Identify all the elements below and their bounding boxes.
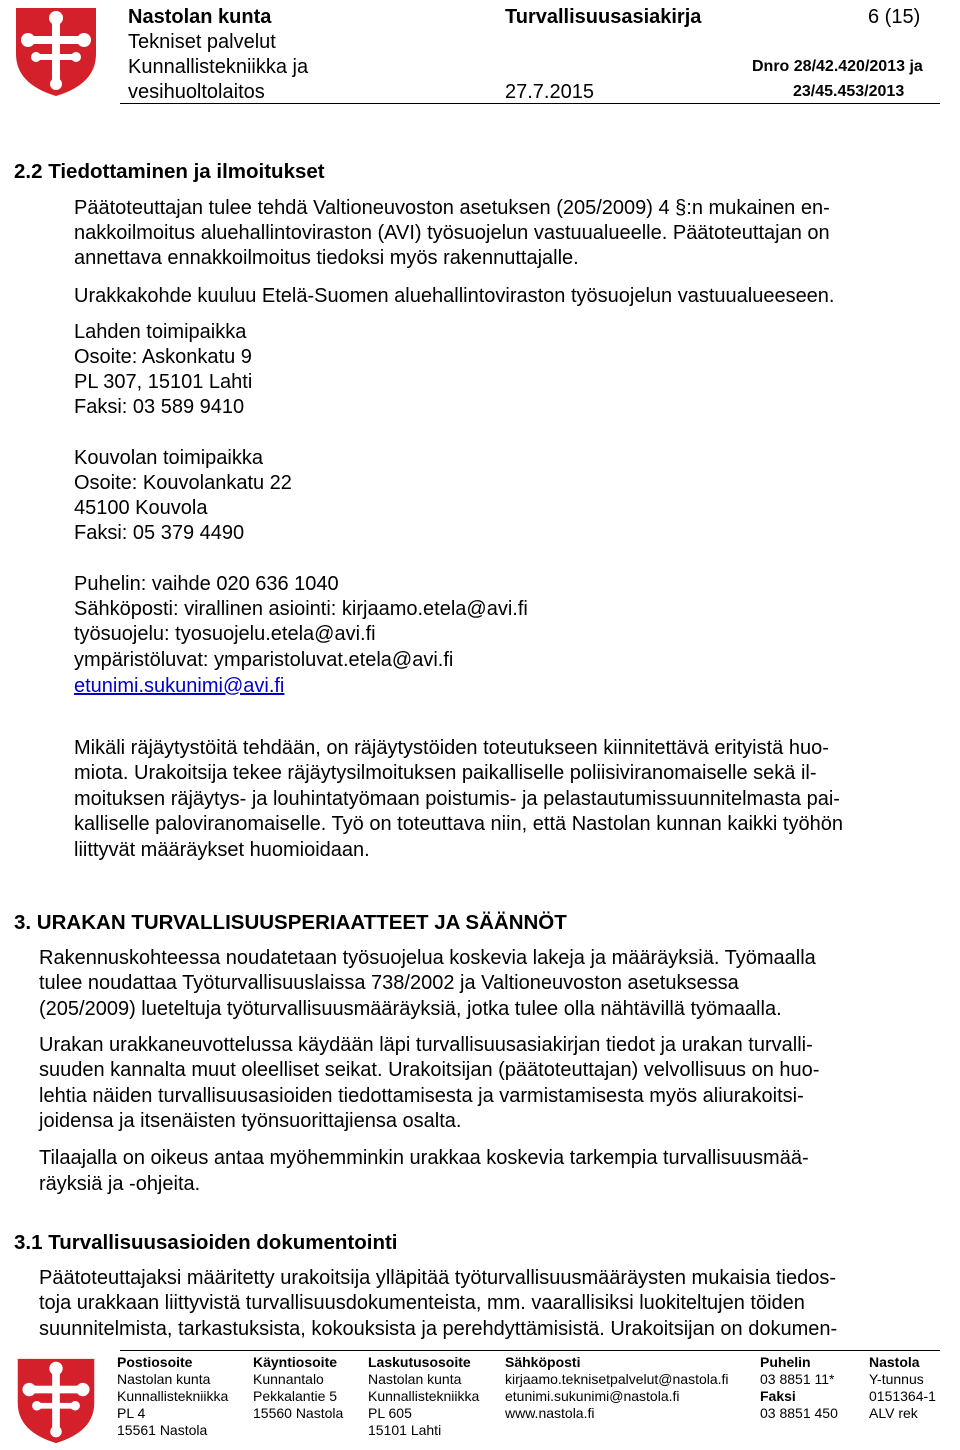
footer-value: 03 8851 450 [760,1405,838,1421]
blasting-line: moituksen räjäytys- ja louhintatyömaan poistumis- ja pelastautumissuunnitelmasta pai- [74,788,840,810]
paragraph-line: annettava ennakkoilmoitus tiedoksi myös rakennuttajalle. [74,247,579,269]
footer-label: Puhelin [760,1354,811,1370]
footer-label: Nastola [869,1354,920,1370]
footer-value: Nastolan kunta [368,1371,462,1387]
footer-value: PL 4 [117,1405,146,1421]
footer-value: 15560 Nastola [253,1405,344,1421]
footer-value: Kunnallistekniikka [117,1388,229,1404]
kouvola-postal: 45100 Kouvola [74,497,208,519]
page-number: 6 (15) [868,6,921,28]
header-dept-line2: Kunnallistekniikka ja [128,56,309,78]
footer-value[interactable]: etunimi.sukunimi@nastola.fi [505,1388,680,1404]
footer-email [505,1354,729,1422]
coat-of-arms-icon [14,1357,98,1445]
lahti-fax: Faksi: 03 589 9410 [74,396,245,418]
paragraph-line: Tilaajalla on oikeus antaa myöhemminkin urakkaa koskevia tarkempia turvallisuusmää- [39,1147,809,1169]
doc-date: 27.7.2015 [505,81,594,103]
header-dept-line3: vesihuoltolaitos [128,81,265,103]
footer-value[interactable]: kirjaamo.teknisetpalvelut@nastola.fi [505,1371,729,1387]
dnro-line2: 23/45.453/2013 [793,83,905,100]
paragraph-line: (205/2009) lueteltuja työturvallisuusmääräyksiä, jotka tulee olla nähtävillä työmaalla. [39,998,782,1020]
section-heading-3-1: 3.1 Turvallisuusasioiden dokumentointi [14,1231,398,1254]
footer-value: 03 8851 11* [760,1371,835,1387]
footer-label: Faksi [760,1388,796,1404]
footer-value: 15561 Nastola [117,1422,208,1438]
footer-value: 15101 Lahti [368,1422,442,1438]
footer-label: Postiosoite [117,1354,193,1370]
paragraph-line: suuden kannalta muut oleelliset seikat. Urakoitsijan (päätoteuttajan) velvollisuus on huo- [39,1059,820,1081]
contact-email: Sähköposti: virallinen asiointi: kirjaamo.etela@avi.fi [74,598,528,620]
contact-phone: Puhelin: vaihde 020 636 1040 [74,573,339,595]
email-link[interactable]: etunimi.sukunimi@avi.fi [74,675,285,697]
lahti-po-box: PL 307, 15101 Lahti [74,371,253,393]
blasting-line: liittyvät määräykset huomioidaan. [74,839,370,861]
footer-divider [120,1350,940,1351]
footer-company [869,1354,936,1422]
lahti-address: Osoite: Askonkatu 9 [74,346,252,368]
paragraph-line: tulee noudattaa Työturvallisuuslaissa 738/2002 ja Valtioneuvoston asetuksessa [39,972,739,994]
footer-value: Kunnallistekniikka [368,1388,480,1404]
footer-value: 0151364-1 [869,1388,936,1404]
lahti-office-name: Lahden toimipaikka [74,321,247,343]
dnro-line1: Dnro 28/42.420/2013 ja [752,58,923,75]
footer-postal-address [117,1354,228,1439]
paragraph-line: Päätoteuttajaksi määritetty urakoitsija ylläpitää työturvallisuusmääräysten mukaisia tiedos- [39,1267,837,1289]
footer-value: Pekkalantie 5 [253,1388,338,1404]
header-divider [120,103,940,104]
footer-value[interactable]: www.nastola.fi [505,1405,595,1421]
footer-visiting-address [253,1354,343,1422]
paragraph-line: joidensa ja itsenäisten työnsuorittajiensa osalta. [39,1110,462,1132]
contact-env-email: ympäristöluvat: ymparistoluvat.etela@avi.fi [74,649,454,671]
header-org: Nastolan kunta [128,6,272,28]
footer-label: Käyntiosoite [253,1354,338,1370]
paragraph-line: Päätoteuttajan tulee tehdä Valtioneuvoston asetuksen (205/2009) 4 §:n mukainen en- [74,197,830,219]
paragraph-line: Urakkakohde kuuluu Etelä-Suomen aluehallintoviraston työsuojelun vastuualueeseen. [74,285,835,307]
blasting-line: kalliselle paloviranomaiselle. Työ on toteuttava niin, että Nastolan kunnan kaikki työhön [74,813,843,835]
section-heading-2-2: 2.2 Tiedottaminen ja ilmoitukset [14,160,325,183]
paragraph-line: Rakennuskohteessa noudatetaan työsuojelua koskevia lakeja ja määräyksiä. Työmaalla [39,947,816,969]
blasting-line: miota. Urakoitsija tekee räjäytysilmoituksen paikalliselle poliisiviranomaiselle sekä il- [74,762,817,784]
footer-value: Nastolan kunta [117,1371,211,1387]
kouvola-fax: Faksi: 05 379 4490 [74,522,245,544]
footer-value: PL 605 [368,1405,412,1421]
footer-label: Laskutusosoite [368,1354,471,1370]
kouvola-address: Osoite: Kouvolankatu 22 [74,472,292,494]
footer-value: Y-tunnus [869,1371,924,1387]
blasting-line: Mikäli räjäytystöitä tehdään, on räjäytystöiden toteutukseen kiinnitettävä erityistä huo- [74,737,829,759]
paragraph-line: lehtia näiden turvallisuusasioiden tiedottamisesta ja varmistamisesta myös aliurakoitsi- [39,1085,804,1107]
footer-value: Kunnantalo [253,1371,324,1387]
paragraph-line: Urakan urakkaneuvottelussa käydään läpi turvallisuusasiakirjan tiedot ja urakan turvalli- [39,1034,813,1056]
paragraph-line: suunnitelmista, tarkastuksista, kokouksista ja perehdyttämisistä. Urakoitsijan on dokumen- [39,1318,838,1340]
kouvola-office-name: Kouvolan toimipaikka [74,447,263,469]
header-dept: Tekniset palvelut [128,31,276,53]
footer-value: ALV rek [869,1405,918,1421]
paragraph-line: räyksiä ja -ohjeita. [39,1173,201,1195]
footer-billing-address [368,1354,479,1439]
contact-safety-email: työsuojelu: tyosuojelu.etela@avi.fi [74,623,376,645]
coat-of-arms-icon [14,6,98,98]
paragraph-line: nakkoilmoitus aluehallintoviraston (AVI) työsuojelun vastuualueelle. Päätoteuttajan on [74,222,830,244]
footer-label: Sähköposti [505,1354,581,1370]
paragraph-line: toja urakkaan liittyvistä turvallisuusdokumenteista, mm. vaarallisiksi luokiteltujen töiden [39,1292,805,1314]
footer-phone [760,1354,838,1422]
doc-title: Turvallisuusasiakirja [505,6,702,28]
section-heading-3: 3. URAKAN TURVALLISUUSPERIAATTEET JA SÄÄNNÖT [14,911,567,934]
